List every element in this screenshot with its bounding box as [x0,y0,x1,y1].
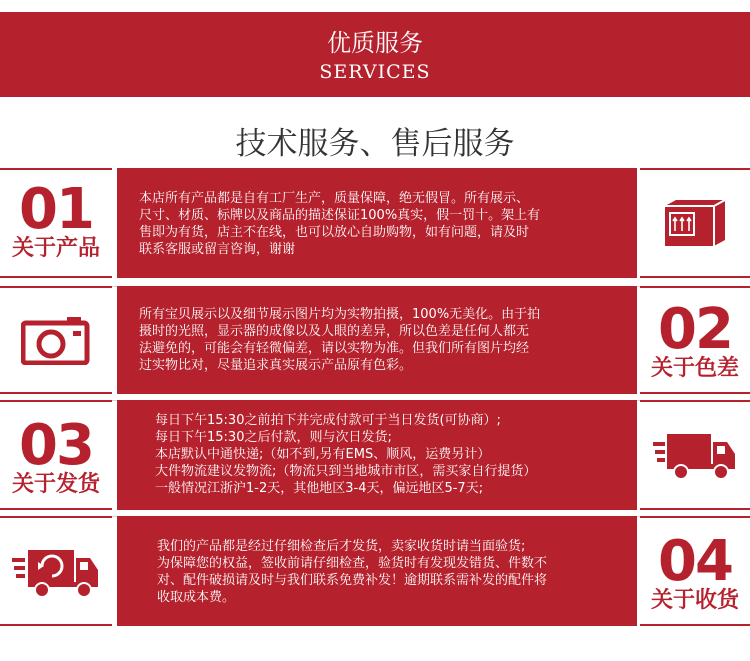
item-01-label: 关于产品 [11,236,100,261]
item-02-card [117,286,637,394]
item-01-line: 尺寸、材质、标牌以及商品的描述保证100%真实，假一罚十。架上有 [139,208,541,223]
item-04-line: 为保障您的权益，签收前请仔细检查，验货时有发现发错货、件数不 [157,556,548,571]
item-01-line: 联系客服或留言咨询，谢谢 [139,242,296,257]
box-icon [640,168,750,278]
item-01-card [117,168,637,278]
item-04-line: 我们的产品都是经过仔细检查后才发货，卖家收货时请当面验货; [157,539,526,554]
item-04-card [117,516,637,626]
item-02-badge [640,286,750,394]
return-truck-icon [0,516,112,626]
item-04-line: 收取成本费。 [157,590,236,605]
item-02-line: 所有宝贝展示以及细节展示图片均为实物拍摄，100%无美化。由于拍 [139,307,541,322]
item-03-badge [0,400,112,510]
delivery-truck-icon [640,400,750,510]
item-02-label: 关于色差 [650,356,739,381]
item-03-line: 本店默认中通快递;（如不到,另有EMS、顺风，运费另计） [155,447,491,462]
item-02-line: 过实物比对，尽量追求真实展示产品原有色彩。 [139,358,413,373]
item-03-card [117,400,637,510]
item-02-line: 法避免的，可能会有轻微偏差，请以实物为准。但我们所有图片均经 [139,341,530,356]
item-01-line: 本店所有产品都是自有工厂生产，质量保障，绝无假冒。所有展示、 [139,191,530,206]
item-02-number: 02 [658,297,732,362]
item-04-badge [640,516,750,626]
item-04-number: 04 [658,529,732,594]
item-03-number: 03 [19,413,93,478]
item-04-line: 对、配件破损请及时与我们联系免费补发！逾期联系需补发的配件将 [157,573,548,588]
item-02-line: 摄时的光照，显示器的成像以及人眼的差异，所以色差是任何人都无 [139,324,530,339]
section-title: 技术服务、售后服务 [235,126,515,162]
item-03-line: 大件物流建议发物流;（物流只到当地城市市区，需买家自行提货） [155,464,537,479]
header-subtitle: SERVICES [319,61,431,83]
item-01-badge [0,168,112,278]
item-03-line: 每日下午15:30之前拍下并完成付款可于当日发货(可协商）; [155,413,501,428]
item-03-line: 每日下午15:30之后付款，则与次日发货; [155,430,392,445]
item-03-label: 关于发货 [11,472,100,497]
camera-icon [0,286,112,394]
item-03-line: 一般情况江浙沪1-2天，其他地区3-4天，偏远地区5-7天; [155,481,484,496]
header-title: 优质服务 [327,29,423,57]
services-header [0,12,750,97]
item-01-line: 售即为有货，店主不在线，也可以放心自助购物，如有问题，请及时 [139,225,530,240]
item-04-label: 关于收货 [650,588,739,613]
item-01-number: 01 [19,177,93,242]
